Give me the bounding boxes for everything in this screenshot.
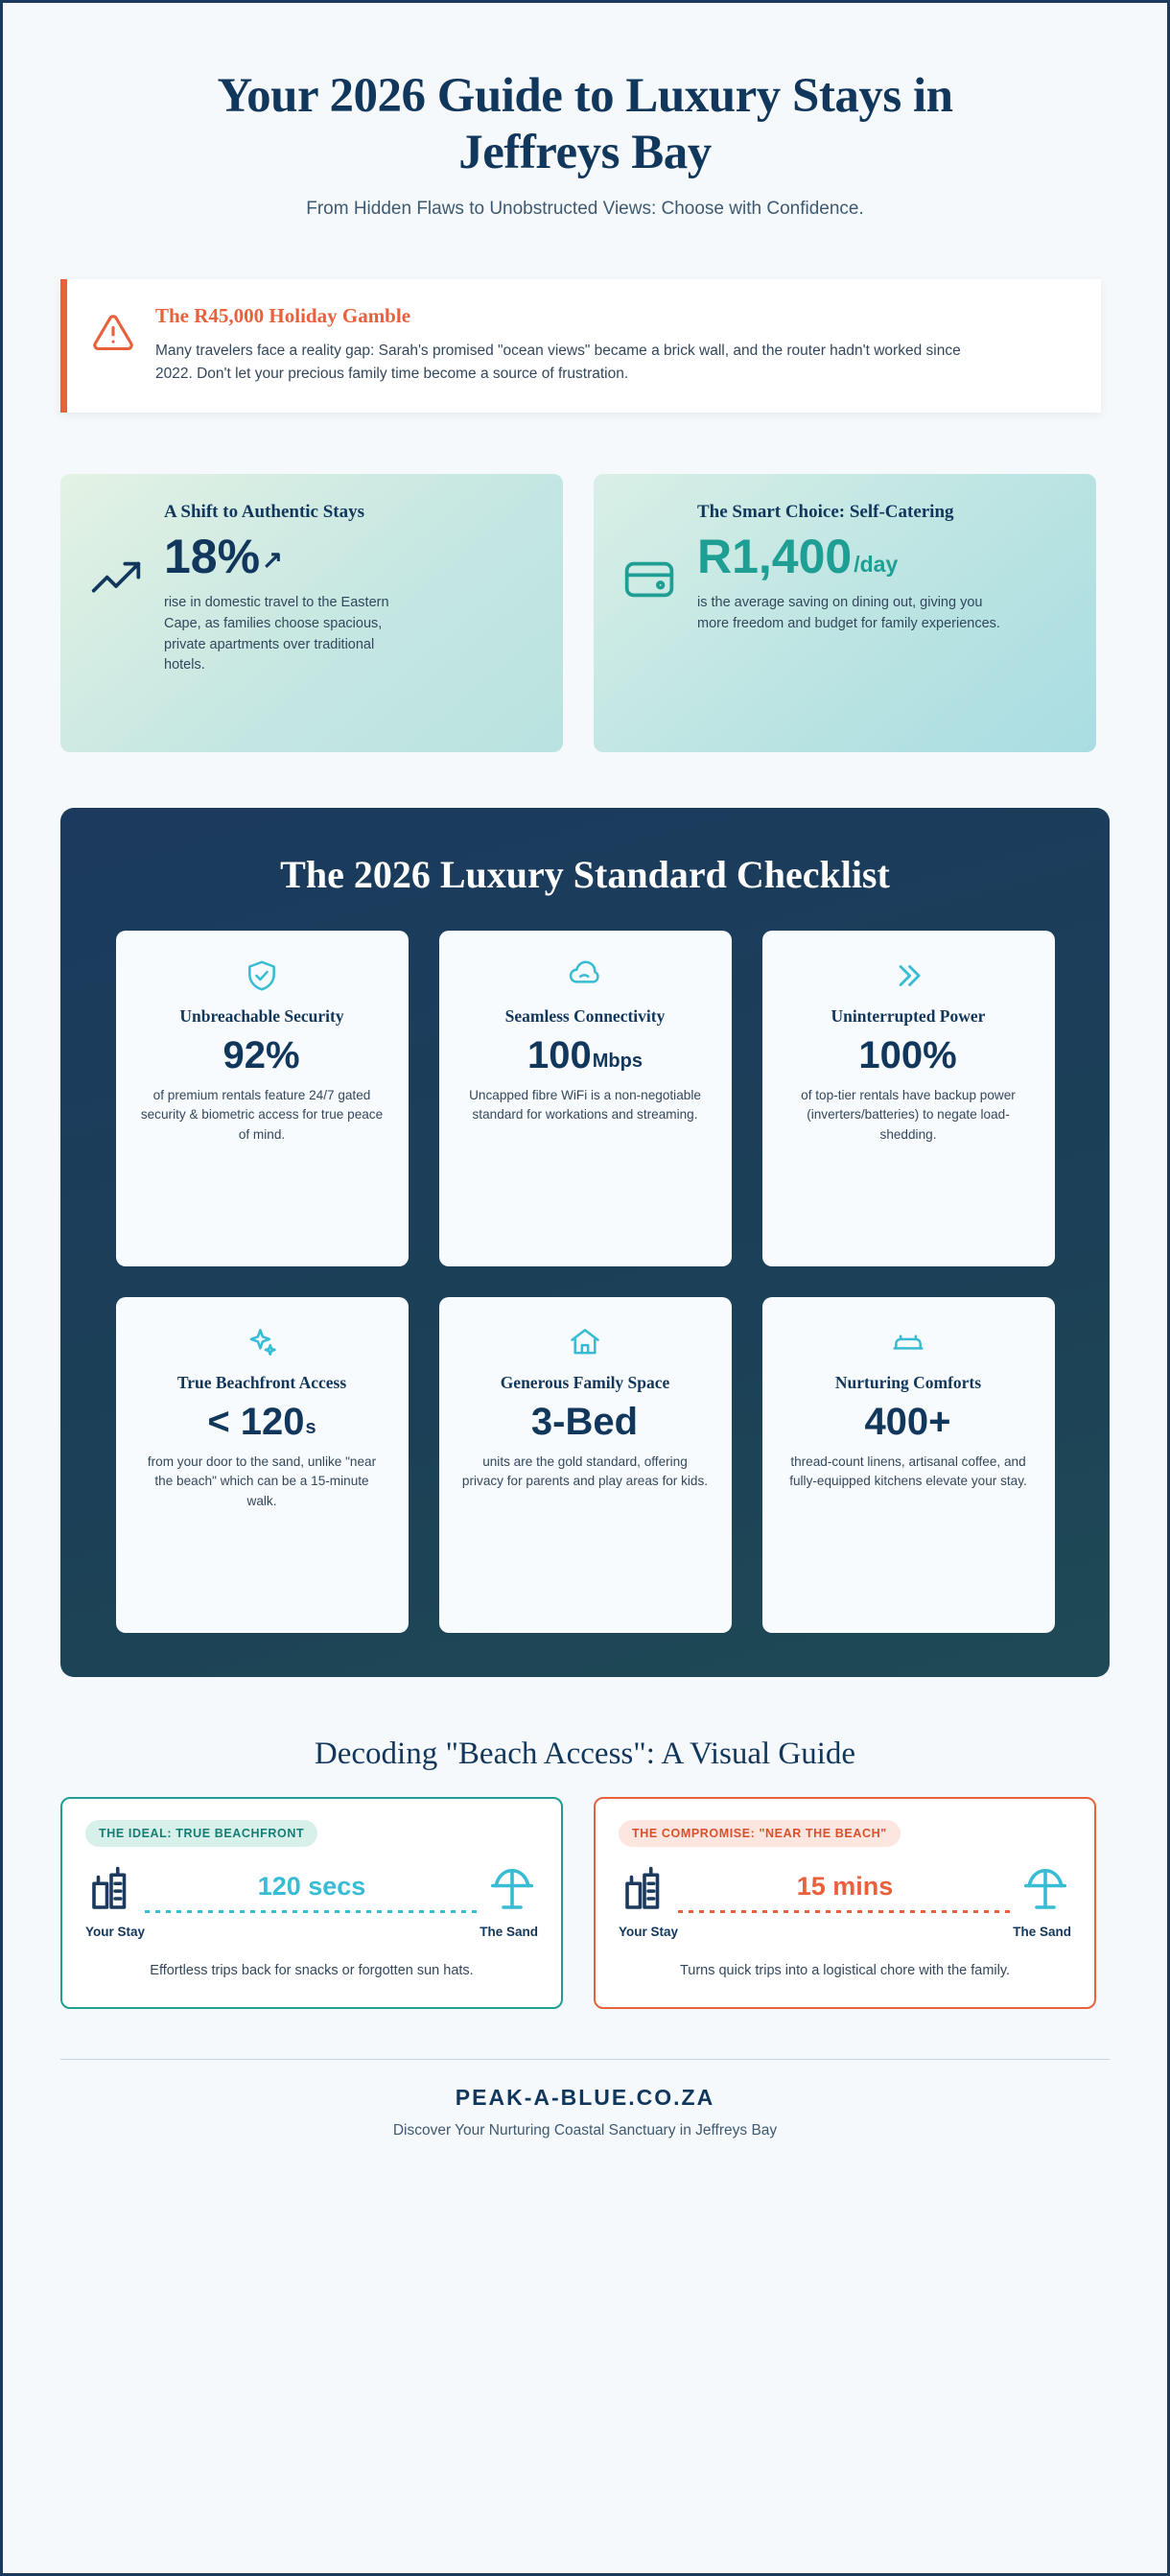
- page-header: [60, 41, 1110, 220]
- alert-text: [155, 304, 999, 386]
- decode-row: [60, 1797, 1110, 2008]
- decode-card-compromise: [594, 1797, 1096, 2008]
- checklist-card-title: Seamless Connectivity: [504, 1006, 666, 1027]
- checklist-card-family-space: [439, 1297, 732, 1633]
- checklist-panel: [60, 808, 1110, 1677]
- journey-compromise: [619, 1864, 1071, 1921]
- stat-value: 18%: [164, 530, 261, 584]
- stat-body: rise in domestic travel to the Eastern Cape, as families choose spacious, private apartments over traditional hotels.: [164, 595, 389, 674]
- decode-note-compromise: Turns quick trips into a logistical chore with the family.: [679, 1963, 1011, 1979]
- page-footer: [60, 2085, 1110, 2180]
- page-title: Your 2026 Guide to Luxury Stays in Jeffreys Bay: [217, 69, 953, 180]
- decode-card-ideal: [60, 1797, 563, 2008]
- checklist-card-comforts: [762, 1297, 1055, 1633]
- checklist-title: The 2026 Luxury Standard Checklist: [280, 853, 890, 897]
- decode-tag-compromise: THE COMPROMISE: "NEAR THE BEACH": [619, 1820, 901, 1847]
- footer-brand: PEAK-A-BLUE.CO.ZA: [455, 2084, 715, 2110]
- journey-mid-compromise: [670, 1873, 1019, 1914]
- stat-row: [60, 474, 1110, 752]
- checklist-card-value-wrap: [456, 1033, 714, 1077]
- warning-triangle-icon: [92, 304, 134, 386]
- journey-time-compromise: 15 mins: [796, 1871, 894, 1901]
- checklist-card-title: Uninterrupted Power: [831, 1006, 986, 1027]
- stat-value: R1,400: [697, 530, 853, 584]
- checklist-card-value-wrap: [780, 1033, 1038, 1077]
- journey-ideal: [85, 1864, 538, 1921]
- checklist-card-value-wrap: [133, 1400, 391, 1444]
- checklist-card-body: of premium rentals feature 24/7 gated security & biometric access for true peace of mind.: [140, 1087, 384, 1143]
- building-icon: [619, 1864, 670, 1921]
- checklist-card-value-wrap: [456, 1400, 714, 1444]
- checklist-card-value: 100: [527, 1033, 592, 1076]
- checklist-card-value: 92%: [222, 1033, 300, 1076]
- footer-divider: [60, 2059, 1110, 2060]
- trend-up-icon: [89, 501, 143, 676]
- decode-note-ideal: Effortless trips back for snacks or forgotten sun hats.: [150, 1963, 474, 1979]
- checklist-card-title: Nurturing Comforts: [834, 1373, 982, 1393]
- stat-title: A Shift to Authentic Stays: [164, 502, 365, 523]
- checklist-card-body: thread-count linens, artisanal coffee, and fully-equipped kitchens elevate your stay.: [789, 1453, 1027, 1489]
- checklist-card-power: [762, 931, 1055, 1266]
- wifi-cloud-icon: [456, 954, 714, 998]
- checklist-card-connectivity: [439, 931, 732, 1266]
- checklist-card-unit: s: [305, 1416, 316, 1438]
- checklist-card-value: 400+: [864, 1400, 951, 1443]
- checklist-card-title: Generous Family Space: [500, 1373, 670, 1393]
- journey-from-label: Your Stay: [619, 1925, 679, 1940]
- beach-umbrella-icon: [486, 1864, 538, 1921]
- alert-body: Many travelers face a reality gap: Sarah's promised "ocean views" became a brick wall, and the router hadn't worked since 2022. Don't let your precious family time become a source of frustration.: [155, 343, 961, 383]
- decode-section-title: Decoding "Beach Access": A Visual Guide: [314, 1737, 856, 1772]
- journey-mid-ideal: [137, 1873, 486, 1914]
- journey-dotted-line: [678, 1910, 1012, 1913]
- footer-tagline: Discover Your Nurturing Coastal Sanctuary in Jeffreys Bay: [392, 2121, 778, 2139]
- journey-dotted-line: [145, 1910, 479, 1913]
- wallet-icon: [622, 501, 676, 634]
- checklist-card-security: [116, 931, 409, 1266]
- stat-value-wrap: [697, 531, 1067, 583]
- checklist-card-title: True Beachfront Access: [176, 1373, 347, 1393]
- journey-to-label: The Sand: [480, 1925, 538, 1940]
- checklist-card-value: 100%: [858, 1033, 957, 1076]
- stat-title: The Smart Choice: Self-Catering: [697, 502, 954, 523]
- journey-endpoints-ideal: [85, 1925, 538, 1939]
- bed-icon: [780, 1320, 1038, 1364]
- checklist-card-title: Unbreachable Security: [179, 1006, 344, 1027]
- page-subtitle: From Hidden Flaws to Unobstructed Views: Choose with Confidence.: [306, 199, 864, 220]
- shield-check-icon: [133, 954, 391, 998]
- journey-from-label: Your Stay: [85, 1925, 146, 1940]
- building-icon: [85, 1864, 137, 1921]
- home-icon: [456, 1320, 714, 1364]
- checklist-card-unit: Mbps: [592, 1050, 643, 1072]
- stat-value-wrap: [164, 531, 534, 583]
- stat-unit: /day: [854, 551, 899, 577]
- checklist-card-value: 3-Bed: [530, 1400, 639, 1443]
- checklist-card-body: from your door to the sand, unlike "near the beach" which can be a 15-minute walk.: [147, 1453, 377, 1509]
- double-chevron-icon: [780, 954, 1038, 998]
- checklist-grid: [99, 931, 1071, 1633]
- stat-arrow-icon: ↗: [262, 545, 283, 575]
- journey-endpoints-compromise: [619, 1925, 1071, 1939]
- beach-umbrella-icon: [1019, 1864, 1071, 1921]
- alert-card: [60, 279, 1101, 413]
- checklist-card-body: of top-tier rentals have backup power (inverters/batteries) to negate load-shedding.: [801, 1087, 1016, 1143]
- stat-body: is the average saving on dining out, giving you more freedom and budget for family experiences.: [697, 595, 1000, 631]
- stat-card-self-catering: [594, 474, 1096, 752]
- checklist-card-value-wrap: [780, 1400, 1038, 1444]
- stat-card-authentic-stays: [60, 474, 563, 752]
- decode-tag-ideal: THE IDEAL: TRUE BEACHFRONT: [85, 1820, 317, 1847]
- checklist-card-body: units are the gold standard, offering privacy for parents and play areas for kids.: [461, 1453, 709, 1489]
- journey-to-label: The Sand: [1013, 1925, 1071, 1940]
- checklist-card-body: Uncapped fibre WiFi is a non-negotiable standard for workations and streaming.: [469, 1087, 701, 1123]
- journey-time-ideal: 120 secs: [257, 1871, 366, 1901]
- checklist-card-value-wrap: [133, 1033, 391, 1077]
- checklist-card-value: < 120: [207, 1400, 305, 1443]
- alert-title: The R45,000 Holiday Gamble: [155, 304, 411, 328]
- sparkles-icon: [133, 1320, 391, 1364]
- checklist-card-beachfront: [116, 1297, 409, 1633]
